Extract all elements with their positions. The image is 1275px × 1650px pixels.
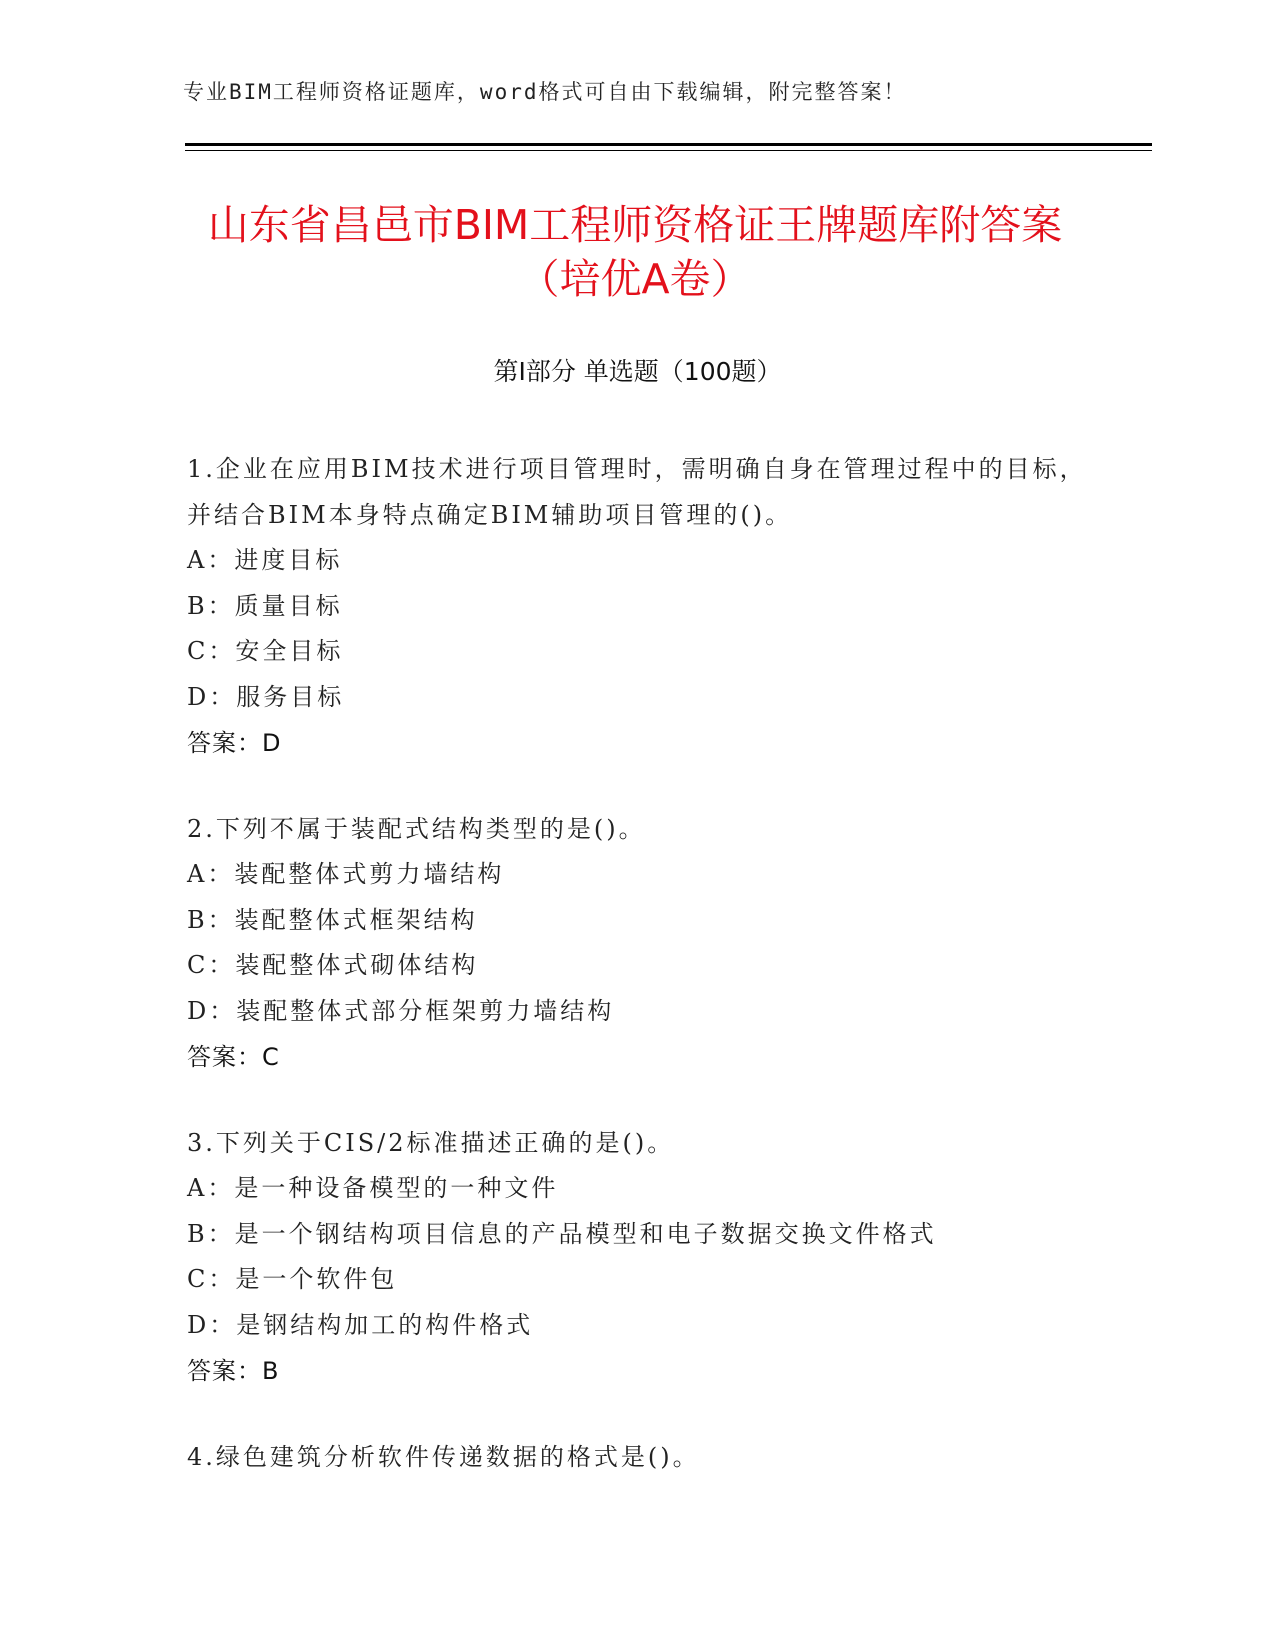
option-c: C：装配整体式砌体结构 (187, 951, 479, 979)
question-3 (187, 1120, 1087, 1394)
header-rule-thick (185, 143, 1152, 146)
question-stem: 2.下列不属于装配式结构类型的是()。 (187, 815, 646, 843)
option-c: C：是一个软件包 (187, 1265, 398, 1293)
option-c: C：安全目标 (187, 637, 344, 665)
section-heading: 第Ⅰ部分 单选题（100题） (493, 357, 782, 386)
question-stem: 1.企业在应用BIM技术进行项目管理时，需明确自身在管理过程中的目标，并结合BIM本身特点确定BIM辅助项目管理的()。 (187, 455, 1087, 529)
option-d: D：装配整体式部分框架剪力墙结构 (187, 996, 615, 1025)
option-a: A：装配整体式剪力墙结构 (187, 860, 505, 888)
question-4 (187, 1434, 1087, 1480)
option-b: B：是一个钢结构项目信息的产品模型和电子数据交换文件格式 (187, 1219, 937, 1248)
question-stem: 3.下列关于CIS/2标准描述正确的是()。 (187, 1129, 675, 1157)
question-stem: 4.绿色建筑分析软件传递数据的格式是()。 (187, 1443, 700, 1471)
option-a: A：是一种设备模型的一种文件 (187, 1174, 559, 1202)
header-note: 专业BIM工程师资格证题库，word格式可自由下载编辑，附完整答案！ (183, 80, 907, 104)
option-b: B：装配整体式框架结构 (187, 905, 478, 934)
answer: 答案：B (187, 1357, 280, 1385)
answer: 答案：D (187, 729, 282, 757)
question-2 (187, 806, 1087, 1080)
option-d: D：是钢结构加工的构件格式 (187, 1310, 534, 1339)
option-d: D：服务目标 (187, 682, 345, 711)
option-b: B：质量目标 (187, 591, 343, 620)
option-a: A：进度目标 (187, 546, 343, 574)
header-rule-thin (185, 150, 1152, 151)
question-1 (187, 446, 1087, 766)
answer: 答案：C (187, 1043, 280, 1071)
question-list (187, 446, 1087, 1520)
document-title: 山东省昌邑市BIM工程师资格证王牌题库附答案（培优A卷） (207, 201, 1063, 303)
